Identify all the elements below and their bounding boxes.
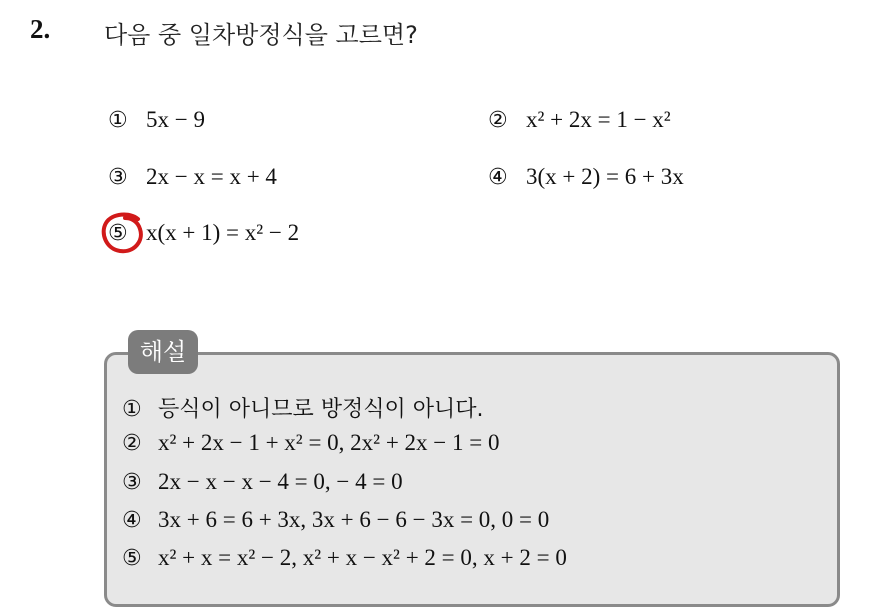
choice-3-number: ③ — [108, 165, 128, 190]
solution-line-2-number: ② — [122, 431, 142, 456]
solution-line-5-text: x² + x = x² − 2, x² + x − x² + 2 = 0, x + 2 = 0 — [158, 545, 567, 570]
solution-line-5-number: ⑤ — [122, 546, 142, 571]
choice-4[interactable] — [488, 164, 684, 190]
solution-line-3-number: ③ — [122, 470, 142, 495]
question-text: 다음 중 일차방정식을 고르면? — [104, 21, 418, 49]
solution-tag: 해설 — [128, 330, 198, 374]
solution-line-5 — [122, 545, 567, 571]
solution-line-4-text: 3x + 6 = 6 + 3x, 3x + 6 − 6 − 3x = 0, 0 = 0 — [158, 507, 550, 532]
answer-circle-mark-icon — [100, 211, 146, 255]
solution-line-2-text: x² + 2x − 1 + x² = 0, 2x² + 2x − 1 = 0 — [158, 430, 500, 455]
choice-2-expression: x² + 2x = 1 − x² — [526, 107, 671, 132]
solution-line-4 — [122, 507, 549, 533]
solution-line-1 — [122, 392, 484, 423]
solution-line-3-text: 2x − x − x − 4 = 0, − 4 = 0 — [158, 469, 403, 494]
choice-3[interactable] — [108, 164, 277, 190]
choice-2[interactable] — [488, 107, 671, 133]
choice-3-expression: 2x − x = x + 4 — [146, 164, 277, 189]
solution-line-1-text: 등식이 아니므로 방정식이 아니다. — [158, 397, 484, 422]
choice-1-expression: 5x − 9 — [146, 107, 205, 132]
solution-line-2 — [122, 430, 500, 456]
choice-1-number: ① — [108, 108, 128, 133]
choice-5-number: ⑤ — [108, 221, 128, 246]
choice-1[interactable] — [108, 107, 205, 133]
choice-2-number: ② — [488, 108, 508, 133]
question-number: 2. — [30, 14, 51, 44]
choice-5-expression: x(x + 1) = x² − 2 — [146, 220, 300, 245]
choice-4-expression: 3(x + 2) = 6 + 3x — [526, 164, 684, 189]
solution-line-4-number: ④ — [122, 508, 142, 533]
choice-4-number: ④ — [488, 165, 508, 190]
solution-line-1-number: ① — [122, 397, 142, 422]
solution-line-3 — [122, 469, 403, 495]
